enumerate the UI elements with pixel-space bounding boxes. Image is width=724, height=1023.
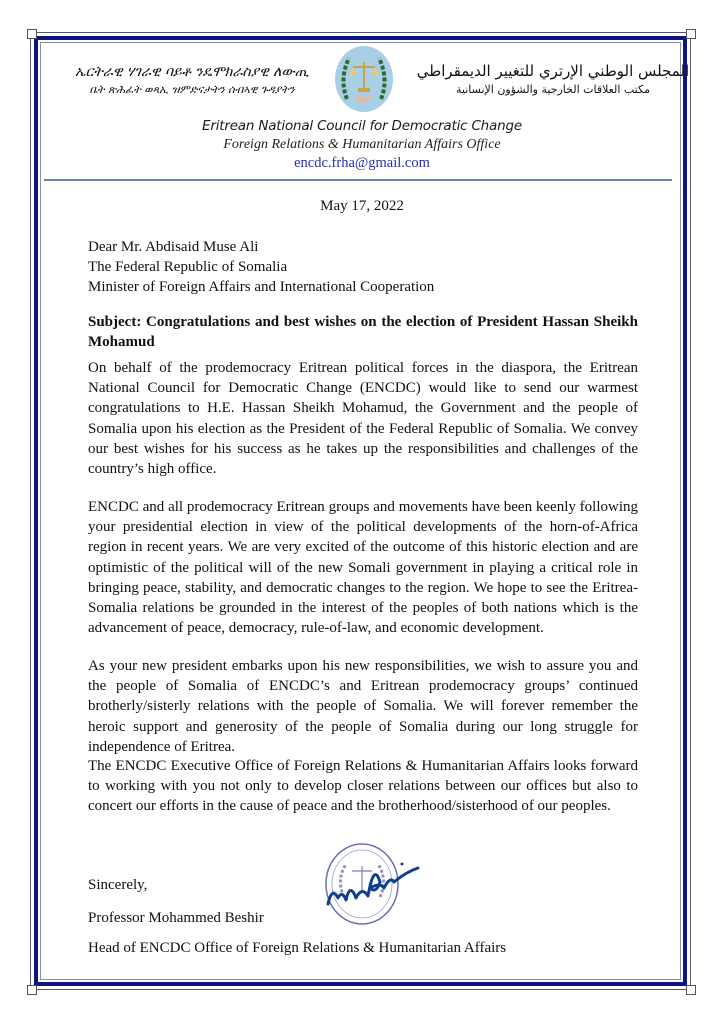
paragraph: ENCDC and all prodemocracy Eritrean groups and movements have been keenly following your presidential election in view of the political developments of the horn-of-Africa region in recent years. We are very excited of the outcome of this historic election and are optimistic of the political will of the new Somali government in playing a critical role in bringing peace, stability, and democratic changes to the region. We hope to see the Eritrea-Somalia relations be grounded in the interest of the peoples of both nations which is the advancement of peace, democracy, rule-of-law, and economic development.: [88, 499, 638, 637]
tigrinya-line-2: ቤት ጽሕፈት ወጻኢ ዝምድናታትን ሰብኣዊ ጉዳያትን: [89, 83, 295, 96]
recipient-country: The Federal Republic of Somalia: [88, 259, 288, 275]
border-corner: [686, 985, 696, 995]
scales-of-justice-logo-icon: [333, 44, 395, 114]
recipient-title: Minister of Foreign Affairs and International Cooperation: [88, 279, 435, 295]
office-name: Foreign Relations & Humanitarian Affairs Office: [223, 137, 501, 152]
contact-email[interactable]: encdc.frha@gmail.com: [294, 155, 430, 171]
recipient-salutation: Dear Mr. Abdisaid Muse Ali: [88, 239, 259, 255]
tigrinya-heading: [58, 62, 326, 98]
border-corner: [686, 29, 696, 39]
letter-subject: Subject: Congratulations and best wishes on the election of President Hassan Sheikh Mohamud: [88, 314, 638, 350]
arabic-line-2: مكتب العلاقات الخارجية والشؤون الإنسانية: [456, 83, 650, 96]
arabic-heading: [408, 60, 698, 98]
paragraph: The ENCDC Executive Office of Foreign Relations & Humanitarian Affairs looks forward to working with you not only to develop closer relations between our offices but also to concert our efforts in the cause of peace and the brotherhood/sisterhood of our peoples.: [88, 758, 638, 815]
border-corner: [27, 29, 37, 39]
border-corner: [27, 985, 37, 995]
arabic-line-1: المجلس الوطني الإرتري للتغيير الديمقراطي: [416, 62, 690, 80]
organization-name: Eritrean National Council for Democratic Change: [202, 118, 522, 134]
signer-name: Professor Mohammed Beshir: [88, 910, 264, 926]
paragraph: On behalf of the prodemocracy Eritrean political forces in the diaspora, the Eritrean National Council for Democratic Change (ENCDC) would like to send our warmest congratulations to H.E. Hassan Sheikh Mohamud, the Government and the people of Somalia upon his election as the President of the Federal Republic of Somalia. We convey our best wishes for his success as he takes up the responsibilities and challenges of the country’s high office.: [88, 360, 638, 478]
letter-date: May 17, 2022: [320, 198, 404, 214]
official-seal-signature-icon: [310, 842, 445, 927]
tigrinya-line-1: ኤርትራዊ ሃገራዊ ባይቶ ንዴሞክራስያዊ ለውጢ: [75, 64, 309, 80]
signer-title: Head of ENCDC Office of Foreign Relations & Humanitarian Affairs: [88, 940, 507, 956]
recipient-block: [88, 237, 434, 297]
header-divider: [44, 179, 672, 181]
closing: Sincerely,: [88, 877, 148, 893]
paragraph: As your new president embarks upon his new responsibilities, we wish to assure you and the people of Somalia of ENCDC’s and Eritrean prodemocracy groups’ continued brotherly/sisterly relations with the people of Somalia. We will forever remember the heroic support and generosity of the people of Somalia during our long struggle for independence of Eritrea.: [88, 658, 638, 755]
